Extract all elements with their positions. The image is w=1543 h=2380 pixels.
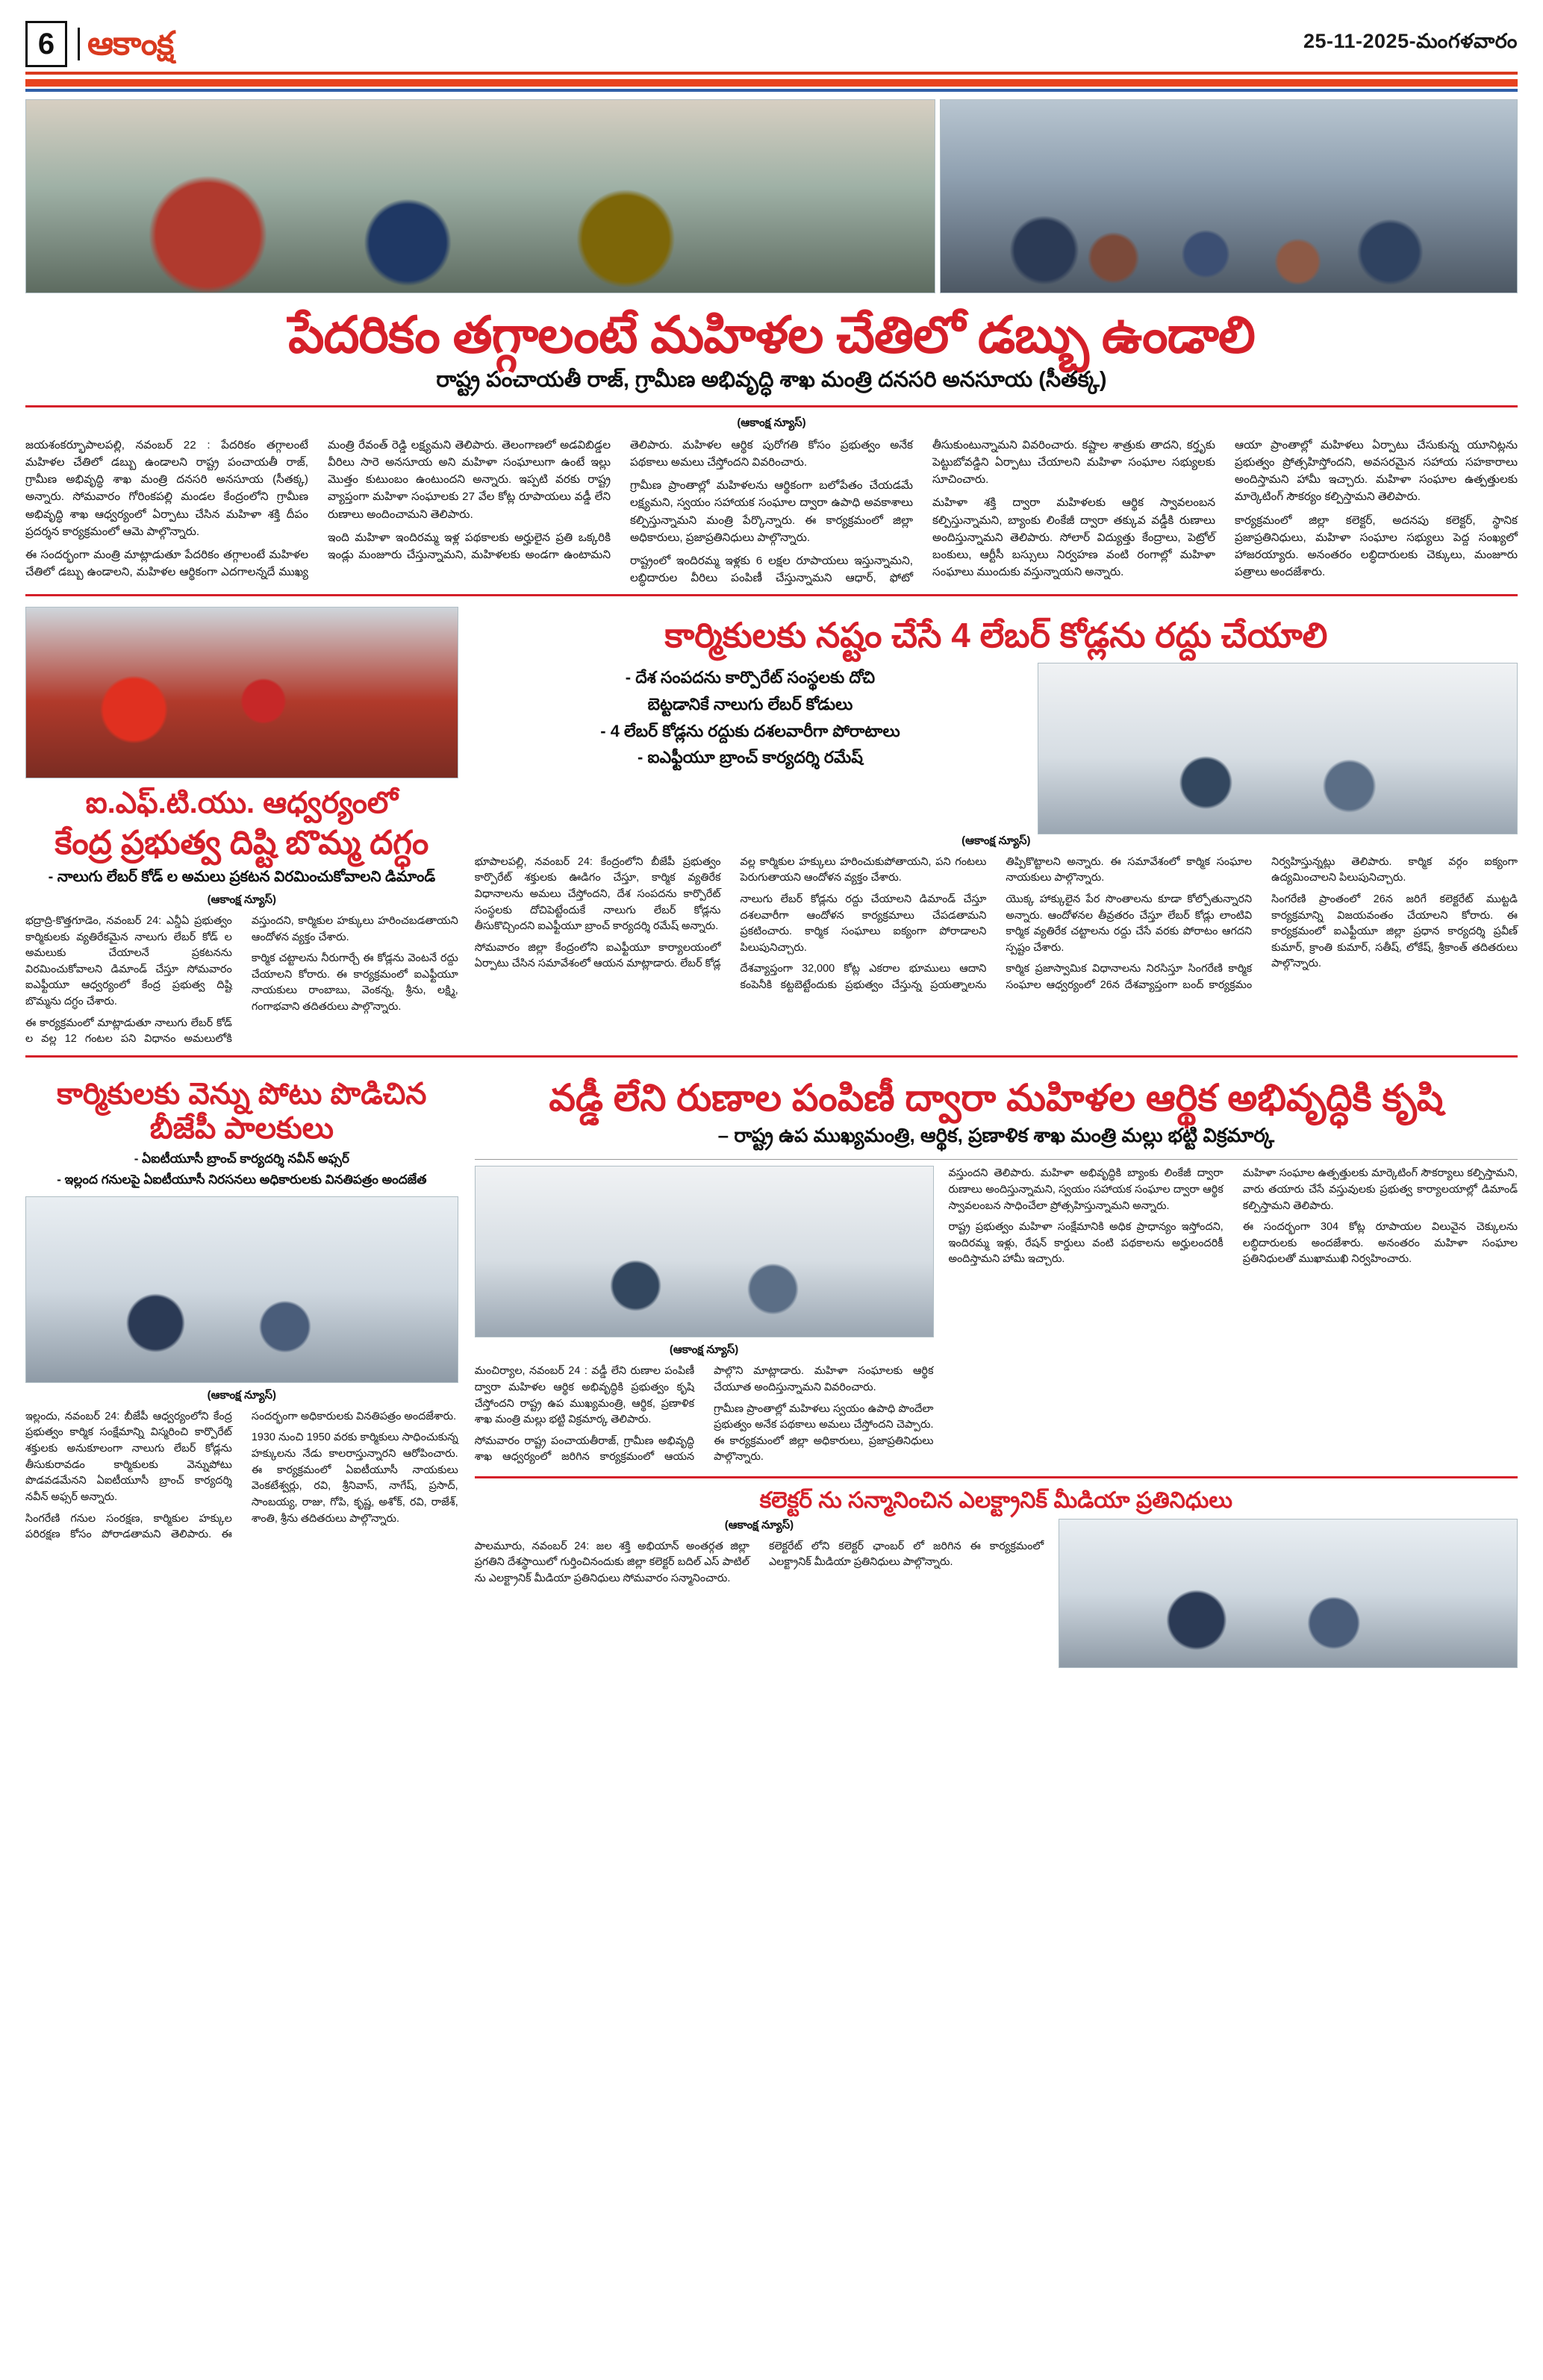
story3-headline-line1: ఐ.ఎఫ్.టి.యు. ఆధ్వర్యంలో <box>85 786 399 819</box>
story5-left <box>475 1166 934 1468</box>
story2-paragraph: సోమవారం జిల్లా కేంద్రంలోని ఐఎఫ్టీయూ కార్యాలయంలో ఏర్పాటు చేసిన సమావేశంలో ఆయన మాట్లాడారు. లేబర్ కోడ్ల వల్ల కార్మికుల హక్కులు హరించుకుపోతాయని, పని గంటలు పెరుగుతాయని ఆందోళన వ్యక్తం చేశారు. <box>474 855 987 970</box>
lead-paragraph: మహిళా శక్తి ద్వారా మహిళలకు ఆర్థిక స్వావలంబన కల్పిస్తున్నామని, బ్యాంకు లింకేజీ ద్వారా తక్కువ వడ్డీకి రుణాలు అందిస్తున్నామని తెలిపారు. సోలార్ విద్యుత్తు కేంద్రాలు, పెట్రోల్ బంకులు, ఆర్టీసీ బస్సులు నిర్వహణ వంటి రంగాల్లో మహిళా సంఘాలు ముందుకు వస్తున్నాయని అన్నారు. <box>932 496 1215 578</box>
story2-byline: (ఆకాంక్ష న్యూస్) <box>961 834 1031 847</box>
story3-paragraph: భద్రాద్రి-కొత్తగూడెం, నవంబర్ 24: ఎన్డీఏ ప్రభుత్వం కార్మికులకు వ్యతిరేకమైన నాలుగు లేబర్ కోడ్ ల అమలుకు చేయాలనే ప్రకటనను విరమించుకోవాలని డిమాండ్ చేస్తూ సోమవారం ఐఎఫ్టీయూ ఆధ్వర్యంలో కేంద్ర ప్రభుత్వ దిష్టి బొమ్మను దగ్ధం చేశారు. <box>25 915 232 1008</box>
lead-paragraph: గ్రామీణ ప్రాంతాల్లో మహిళలను ఆర్థికంగా బలోపేతం చేయడమే లక్ష్యమని, స్వయం సహాయక సంఘాల ద్వారా ఉపాధి అవకాశాలు కల్పిస్తున్నామని మంత్రి పేర్కొన్నారు. ఈ కార్యక్రమంలో జిల్లా అధికారులు, ప్రజాప్రతినిధులు పాల్గొన్నారు. <box>630 479 913 544</box>
story2-paragraph: కార్మిక ప్రజాస్వామిక విధానాలను నిరసిస్తూ సింగరేణి కార్మిక సంఘాల ఆధ్వర్యంలో 26న దేశవ్యాప్తంగా బంద్ కార్యక్రమం నిర్వహిస్తున్నట్లు తెలిపారు. కార్మిక వర్గం ఐక్యంగా ఉద్యమించాలని పిలుపునిచ్చారు. <box>1006 855 1518 992</box>
story2-paragraph: యొక్క హాక్కులైన పేర సొంతాలను కూడా కోల్పోతున్నారని అన్నారు. ఆందోళనల తీవ్రతరం చేస్తూ లేబర్ కోడ్లు లాంటివి కార్మిక వ్యతిరేక చట్టాలను రద్దు చేసే వరకు పోరాటం ఆగదని స్పష్టం చేశారు. <box>1006 893 1253 954</box>
story2-body <box>475 855 1518 994</box>
story5-paragraph: వస్తుందని తెలిపారు. మహిళా అభివృద్ధికి బ్యాంకు లింకేజీ ద్వారా రుణాలు అందిస్తున్నామని, స్వయం సహాయక సంఘాల ద్వారా ఆర్థిక స్వావలంబన సాధించేలా ప్రోత్సహిస్తున్నామని అన్నారు. <box>948 1167 1224 1212</box>
lead-paragraph: ఆయా ప్రాంతాల్లో మహిళలు ఏర్పాటు చేసుకున్న యూనిట్లను ప్రభుత్వం ప్రోత్సహిస్తోందని, అవసరమైన సహాయ సహకారాలు అందిస్తామని హామీ ఇచ్చారు. మహిళా సంఘాల ఉత్పత్తులకు మార్కెటింగ్ సౌకర్యం కల్పిస్తామని తెలిపారు. <box>1235 439 1518 504</box>
story6-paragraph: పాలమూరు, నవంబర్ 24: జల శక్తి అభియాన్ అంతర్గత జిల్లా ప్రగతిని దేశస్థాయిలో గుర్తించినందుకు జిల్లా కలెక్టర్ బదిల్ ఎస్ పాటిల్ ను ఎలక్ట్రానిక్ మీడియా ప్రతినిధులు సోమవారం సన్మానించారు. <box>474 1540 749 1584</box>
story5-byline: (ఆకాంక్ష న్యూస్) <box>669 1343 739 1357</box>
bottom-section <box>25 1069 1518 1668</box>
story3-paragraph: కార్మిక చట్టాలను నీరుగార్చే ఈ కోడ్లను వెంటనే రద్దు చేయాలని కోరారు. ఈ కార్యక్రమంలో ఐఎఫ్టీయూ నాయకులు రాంబాబు, వెంకన్న, శ్రీను, లక్ష్మి, గంగాభవాని తదితరులు పాల్గొన్నారు. <box>251 952 458 1013</box>
story4-body <box>25 1409 458 1543</box>
story2-bullets <box>475 666 1026 827</box>
felicitation-photo <box>940 99 1518 293</box>
section-divider-1 <box>25 594 1518 596</box>
story6-paragraph: కలెక్టరేట్ లోని కలెక్టర్ ఛాంబర్ లో జరిగిన ఈ కార్యక్రమంలో ఎలక్ట్రానిక్ మీడియా ప్రతినిధులు పాల్గొన్నారు. <box>768 1540 1044 1569</box>
story5-paragraph: రాష్ట్ర ప్రభుత్వం మహిళా సంక్షేమానికి అధిక ప్రాధాన్యం ఇస్తోందని, ఇందిరమ్మ ఇళ్లు, రేషన్ కార్డులు వంటి పథకాలను అర్హులందరికీ అందిస్తామని హామీ ఇచ్చారు. <box>948 1221 1224 1266</box>
story2-bullet: - 4 లేబర్ కోడ్లను రద్దుకు దశలవారీగా పోరాటాలు <box>600 721 900 740</box>
mid-right-column <box>475 607 1518 1048</box>
lead-paragraph: కార్యక్రమంలో జిల్లా కలెక్టర్, అదనపు కలెక్టర్, స్థానిక ప్రజాప్రతినిధులు, మహిళా సంఘాల సభ్యులు పెద్ద సంఖ్యలో హాజరయ్యారు. అనంతరం లబ్ధిదారులకు చెక్కులు, మంజూరు పత్రాలు అందజేశారు. <box>1235 513 1518 578</box>
story2-headline: కార్మికులకు నష్టం చేసే 4 లేబర్ కోడ్లను రద్దు చేయాలి <box>664 615 1328 655</box>
story5-paragraph: ఈ సందర్భంగా 304 కోట్ల రూపాయల విలువైన చెక్కులను లబ్ధిదారులకు అందజేశారు. అనంతరం మహిళా సంఘాల ప్రతినిధులతో ముఖాముఖి నిర్వహించారు. <box>1242 1221 1518 1266</box>
masthead-date-wrap <box>1303 30 1518 58</box>
story5-right <box>949 1166 1518 1468</box>
conference-hall-photo <box>475 1166 934 1337</box>
story3-byline: (ఆకాంక్ష న్యూస్) <box>207 893 277 906</box>
story2-bullet: బెట్టడానికే నాలుగు లేబర్ కోడులు <box>647 694 853 713</box>
story3-paragraph: ఈ కార్యక్రమంలో మాట్లాడుతూ నాలుగు లేబర్ కోడ్ ల వల్ల 12 గంటల పని విధానం అమలులోకి వస్తుందని, కార్మికుల హక్కులు హరించబడతాయని ఆందోళన వ్యక్తం చేశారు. <box>25 915 458 1046</box>
lead-byline: (ఆకాంక్ష న్యూస్) <box>737 416 806 430</box>
page-number: 6 <box>25 21 67 67</box>
story6-text <box>475 1519 1044 1668</box>
lead-subhead: రాష్ట్ర పంచాయతీ రాజ్, గ్రామీణ అభివృద్ధి శాఖ మంత్రి దనసరి అనసూయ (సీతక్క) <box>436 368 1107 393</box>
story5-paragraph: సోమవారం రాష్ట్ర పంచాయతీరాజ్, గ్రామీణ అభివృద్ధి శాఖ ఆధ్వర్యంలో జరిగిన కార్యక్రమంలో ఆయన పాల్గొని మాట్లాడారు. మహిళా సంఘాలకు ఆర్థిక చేయూత అందిస్తున్నామని వివరించారు. <box>474 1365 934 1464</box>
story3-headline-line2: కేంద్ర ప్రభుత్వ దిష్టి బొమ్మ దగ్ధం <box>54 825 429 862</box>
story5-paragraph: మంచిర్యాల, నవంబర్ 24 : వడ్డీ లేని రుణాల పంపిణీ ద్వారా మహిళల ఆర్థిక అభివృద్ధికి ప్రభుత్వం కృషి చేస్తోందని రాష్ట్ర ఉప ముఖ్యమంత్రి, ఆర్థిక, ప్రణాళిక శాఖ మంత్రి మల్లు భట్టి విక్రమార్క తెలిపారు. <box>474 1365 695 1426</box>
lead-divider <box>25 405 1518 407</box>
story4-subhead-1: - ఏఐటీయూసీ బ్రాంచ్ కార్యదర్శి నవీన్ అఫ్సర్ <box>134 1151 349 1166</box>
mid-left-column <box>25 607 458 1048</box>
story5-subhead: – రాష్ట్ర ఉప ముఖ్యమంత్రి, ఆర్థిక, ప్రణాళిక శాఖ మంత్రి మల్లు భట్టి విక్రమార్క <box>717 1124 1275 1147</box>
masthead-red-bar <box>25 79 1518 87</box>
publication-logo <box>78 25 181 62</box>
story2-paragraph: భూపాలపల్లి, నవంబర్ 24: కేంద్రంలోని బీజేపీ ప్రభుత్వం కార్పొరేట్ శక్తులకు ఊడిగం చేస్తూ, కార్మిక వ్యతిరేక విధానాలను అమలు చేస్తోందని, దేశ సంపదను కార్పొరేట్ సంస్థలకు దోచిపెట్టేందుకే నాలుగు లేబర్ కోడ్లను తీసుకొచ్చిందని ఐఎఫ్టీయూ బ్రాంచ్ కార్యదర్శి రమేష్ అన్నారు. <box>474 855 721 933</box>
meeting-stage-photo <box>25 99 935 293</box>
bottom-right-wrapper <box>475 1069 1518 1668</box>
story2-paragraph: నాలుగు లేబర్ కోడ్లను రద్దు చేయాలని డిమాండ్ చేస్తూ దశలవారీగా ఆందోళన కార్యక్రమాలు చేపడతామని ప్రకటించారు. కార్మిక సంఘాలు ఐక్యంగా పోరాడాలని పిలుపునిచ్చారు. <box>740 893 987 954</box>
story6-headline: కలెక్టర్ ను సన్మానించిన ఎలక్ట్రానిక్ మీడియా ప్రతినిధులు <box>759 1487 1233 1513</box>
story4-paragraph: సింగరేణి గనుల సంరక్షణ, కార్మికుల హక్కుల పరిరక్షణ కోసం పోరాడతామని తెలిపారు. ఈ సందర్భంగా అధికారులకు వినతిపత్రం అందజేశారు. <box>25 1410 457 1541</box>
story4-headline: కార్మికులకు వెన్ను పోటు పొడిచిన బీజేపీ పాలకులు <box>57 1077 427 1145</box>
top-photo-strip <box>25 99 1518 293</box>
story3-subhead: - నాలుగు లేబర్ కోడ్ ల అమలు ప్రకటన విరమించుకోవాలని డిమాండ్ <box>48 869 436 885</box>
story6-byline: (ఆకాంక్ష న్యూస్) <box>724 1518 794 1531</box>
story4-byline: (ఆకాంక్ష న్యూస్) <box>207 1388 277 1402</box>
story5-headline: వడ్డీ లేని రుణాల పంపిణీ ద్వారా మహిళల ఆర్థిక అభివృద్ధికి కృషి <box>549 1076 1444 1119</box>
masthead <box>25 21 1518 75</box>
story4-subhead-2: - ఇల్లంద గనులపై ఏఐటీయూసీ నిరసనలు అధికారులకు వినతిపత్రం అందజేత <box>57 1172 427 1187</box>
collector-felicitation-photo <box>1059 1519 1518 1668</box>
story5-row <box>475 1166 1518 1468</box>
union-meeting-photo <box>1038 663 1518 834</box>
lead-body <box>25 437 1518 587</box>
lead-paragraph: జయశంకర్భూపాలపల్లి, నవంబర్ 22 : పేదరికం తగ్గాలంటే మహిళల చేతిలో డబ్బు ఉండాలని రాష్ట్ర పంచాయతీ రాజ్, గ్రామీణ అభివృద్ధి శాఖ మంత్రి దనసరి అనసూయ (సీతక్క) అన్నారు. సోమవారం గోరింకపల్లి మండల కేంద్రంలోని గ్రామీణ అభివృద్ధి శాఖ ఆధ్వర్యంలో ఏర్పాటు చేసిన మహిళా శక్తి దీపం ప్రదర్శన కార్యక్రమంలో ఆమె పాల్గొన్నారు. <box>25 439 308 538</box>
lead-paragraph: రాష్ట్రంలో ఇందిరమ్మ ఇళ్లకు 6 లక్షల రూపాయలు ఇస్తున్నామని, లబ్ధిదారుల వీరిలు పంపిణీ చేస్తున్నామని ఆధార్, ఫోటో తీసుకుంటున్నామని వివరించారు. కష్టాల శాత్రుకు తాదని, కర్తృకు పెట్టుబోవడ్డిని ఏర్పాటు చేయాలని మహిళా సంఘాల సభ్యులకు సూచించారు. <box>630 439 1215 584</box>
publication-date: 25-11-2025-మంగళవారం <box>1303 30 1518 52</box>
section-divider-3 <box>475 1476 1518 1478</box>
story5-body-left <box>475 1364 934 1468</box>
story5-paragraph: మహిళా సంఘాల ఉత్పత్తులకు మార్కెటింగ్ సౌకర్యాలు కల్పిస్తామని, వారు తయారు చేసే వస్తువులకు ప్రభుత్వ కార్యాలయాల్లో డిమాండ్ కల్పిస్తామని తెలిపారు. <box>1242 1167 1518 1212</box>
publication-name: ఆకాంక్ష <box>78 28 181 60</box>
story5-divider <box>475 1159 1518 1160</box>
lead-paragraph: ఇంది మహిళా ఇందిరమ్మ ఇళ్ల పథకాలకు అర్హులైన ప్రతి ఒక్కరికి ఇండ్లు మంజూరు చేస్తున్నామని, మహిళలకు అండగా ఉంటామని తెలిపారు. మహిళల ఆర్థిక పురోగతి కోసం ప్రభుత్వం అనేక పథకాలు అమలు చేస్తోందని వివరించారు. <box>328 439 913 561</box>
story5-paragraph: గ్రామీణ ప్రాంతాల్లో మహిళలు స్వయం ఉపాధి పొందేలా ప్రభుత్వం అనేక పథకాలు అమలు చేస్తోందని చెప్పారు. ఈ కార్యక్రమంలో జిల్లా అధికారులు, ప్రజాప్రతినిధులు పాల్గొన్నారు. <box>714 1402 934 1464</box>
story2-paragraph: దేశవ్యాప్తంగా 32,000 కోట్ల ఎకరాల భూములు ఆదాని కంపెనీకి కట్టబెట్టేందుకు ప్రభుత్వం చేస్తున్న ప్రయత్నాలను తిప్పికొట్టాలని అన్నారు. ఈ సమావేశంలో కార్మిక సంఘాల నాయకులు పాల్గొన్నారు. <box>740 855 1253 992</box>
story5-body-right <box>949 1166 1518 1273</box>
story2-bullet: - ఐఎఫ్టీయూ బ్రాంచ్ కార్యదర్శి రమేష్ <box>638 748 863 767</box>
story2-paragraph: సింగరేణి ప్రాంతంలో 26న జరిగే కలెక్టరేట్ ముట్టడి కార్యక్రమాన్ని విజయవంతం చేయాలని కోరారు. ఈ కార్యక్రమంలో ఐఎఫ్టీయూ జిల్లా ప్రధాన కార్యదర్శి ప్రవీణ్ కుమార్, క్రాంతి కుమార్, సతీష్, లోకేష్, శ్రీకాంత్ తదితరులు పాల్గొన్నారు. <box>1271 893 1518 970</box>
ioc-protest-photo <box>25 1196 458 1383</box>
story4-paragraph: 1930 నుంచి 1950 వరకు కార్మికులు సాధించుకున్న హక్కులను నేడు కాలరాస్తున్నారని ఆరోపించారు. ఈ కార్యక్రమంలో ఏఐటీయూసీ నాయకులు వెంకటేశ్వర్లు, రవి, శ్రీనివాస్, నాగేష్, ప్రసాద్, సాంబయ్య, రాజు, గోపి, కృష్ణ, అశోక్, రవి, రాజేశ్, శాంతి, శ్రీను తదితరులు పాల్గొన్నారు. <box>251 1431 458 1525</box>
story2-bullet: - దేశ సంపదను కార్పొరేట్ సంస్థలకు దోచి <box>625 667 876 687</box>
lead-headline: పేదరికం తగ్గాలంటే మహిళల చేతిలో డబ్బు ఉండాలి <box>288 307 1255 363</box>
section-divider-2 <box>25 1055 1518 1058</box>
lead-paragraph: ఈ సందర్భంగా మంత్రి మాట్లాడుతూ పేదరికం తగ్గాలంటే మహిళల చేతిలో డబ్బు ఉండాలని, మహిళల ఆర్థికంగా ఎదగాలన్నదే ముఖ్య మంత్రి రేవంత్ రెడ్డి లక్ష్యమని తెలిపారు. తెలంగాణలో అడవిబిడ్డల వీరిలు సారె అనసూయ అని మహిళా సంఘాలుగా ఉంటే ఇల్లు మొత్తం కుటుంబం ఉంటుందని అన్నారు. ఇప్పటి వరకు రాష్ట్ర వ్యాప్తంగా మహిళా సంఘాలకు 27 వేల కోట్ల రూపాయలు వడ్డీ లేని రుణాలు అందించామని తెలిపారు. <box>25 439 611 578</box>
story4-paragraph: ఇల్లందు, నవంబర్ 24: బీజేపీ ఆధ్వర్యంలోని కేంద్ర ప్రభుత్వం కార్మిక సంక్షేమాన్ని విస్మరించి కార్పొరేట్ శక్తులకు అనుకూలంగా నాలుగు లేబర్ కోడ్లను తీసుకురావడం కార్మికులకు వెన్నుపోటు పొడవడమేనని ఏఐటీయూసీ బ్రాంచ్ కార్యదర్శి నవీన్ అఫ్సర్ అన్నారు. <box>25 1410 232 1503</box>
story6-body <box>475 1539 1044 1587</box>
bottom-left-column <box>25 1069 458 1668</box>
story6-row <box>475 1519 1518 1668</box>
masthead-blue-bar <box>25 89 1518 92</box>
mid-section <box>25 607 1518 1048</box>
story2-head-row <box>475 663 1518 834</box>
story3-body <box>25 913 458 1048</box>
rally-workers-photo <box>25 607 458 778</box>
